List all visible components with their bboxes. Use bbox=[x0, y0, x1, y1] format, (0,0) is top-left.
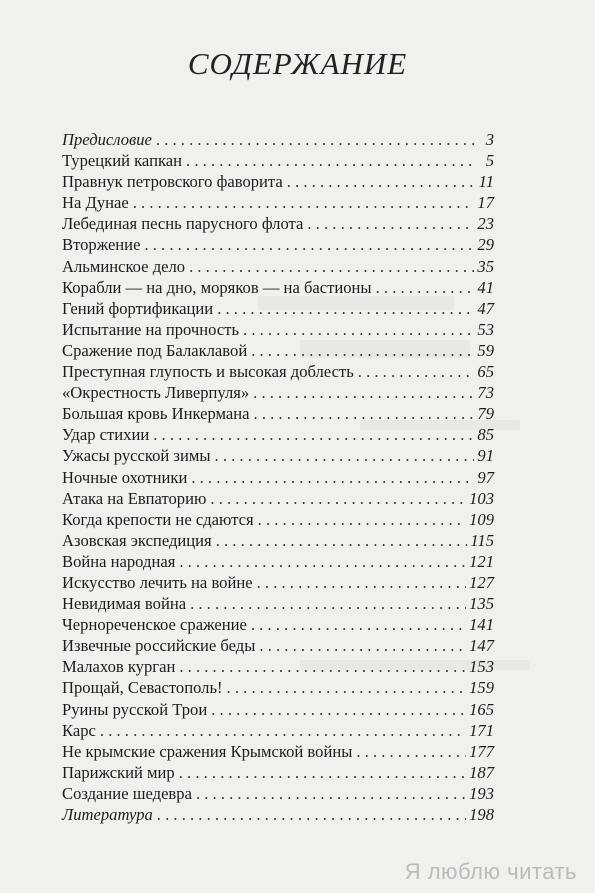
dot-leader bbox=[243, 319, 474, 340]
toc-entry-title: Создание шедевра bbox=[62, 783, 192, 803]
toc-entry bbox=[62, 319, 494, 340]
dot-leader bbox=[179, 762, 466, 783]
toc-entry-page-number: 109 bbox=[469, 509, 494, 529]
toc-entry-title: Гений фортификации bbox=[62, 298, 214, 318]
toc-entry-title: Парижский мир bbox=[62, 762, 175, 782]
toc-entry-page-number: 23 bbox=[477, 214, 494, 234]
toc-entry-page-number: 121 bbox=[469, 551, 494, 571]
toc-entry-page-number: 97 bbox=[477, 467, 494, 487]
toc-entry-title: Чернореченское сражение bbox=[62, 615, 247, 635]
dot-leader bbox=[287, 171, 476, 192]
toc-entry bbox=[62, 382, 494, 403]
toc-entry bbox=[62, 804, 494, 825]
dot-leader bbox=[216, 530, 468, 551]
dot-leader bbox=[186, 150, 477, 171]
toc-entry-title: Атака на Евпаторию bbox=[62, 488, 207, 508]
dot-leader bbox=[358, 361, 475, 382]
toc-entry bbox=[62, 256, 494, 277]
toc-entry-page-number: 165 bbox=[469, 699, 494, 719]
page-title: СОДЕРЖАНИЕ bbox=[187, 46, 408, 81]
toc-entry bbox=[62, 530, 494, 551]
dot-leader bbox=[259, 635, 466, 656]
dot-leader bbox=[210, 488, 466, 509]
dot-leader bbox=[257, 572, 467, 593]
dot-leader bbox=[258, 509, 466, 530]
dot-leader bbox=[227, 677, 467, 698]
toc-entry-page-number: 91 bbox=[477, 446, 494, 466]
toc-entry bbox=[62, 403, 494, 424]
toc-entry-title: Невидимая война bbox=[62, 594, 187, 614]
toc-entry-page-number: 193 bbox=[469, 783, 494, 803]
toc-entry-title: Корабли — на дно, моряков — на бастионы bbox=[62, 277, 372, 297]
toc-entry bbox=[62, 150, 494, 171]
dot-leader bbox=[144, 234, 474, 255]
toc-entry-title: Ужасы русской зимы bbox=[62, 446, 211, 466]
toc-entry-title: Когда крепости не сдаются bbox=[62, 509, 254, 529]
toc-entry-title: Извечные российские беды bbox=[62, 636, 256, 656]
toc-entry-title: Лебединая песнь парусного флота bbox=[62, 214, 304, 234]
toc-entry-title: Карс bbox=[62, 720, 96, 740]
table-of-contents bbox=[62, 129, 494, 825]
toc-entry-page-number: 3 bbox=[485, 130, 494, 149]
toc-entry bbox=[62, 741, 494, 762]
toc-entry-title: Руины русской Трои bbox=[62, 699, 208, 719]
toc-entry-title: Удар стихии bbox=[62, 425, 150, 445]
toc-entry-page-number: 65 bbox=[477, 362, 494, 382]
dot-leader bbox=[376, 277, 475, 298]
dot-leader bbox=[253, 382, 474, 403]
toc-entry-page-number: 159 bbox=[469, 678, 494, 698]
toc-entry bbox=[62, 298, 494, 319]
toc-entry-page-number: 147 bbox=[469, 636, 494, 656]
toc-entry bbox=[62, 762, 494, 783]
toc-entry-page-number: 29 bbox=[477, 235, 494, 255]
toc-entry-page-number: 17 bbox=[477, 193, 494, 213]
dot-leader bbox=[156, 129, 477, 150]
toc-entry-page-number: 141 bbox=[469, 615, 494, 635]
toc-entry-page-number: 59 bbox=[477, 340, 494, 360]
toc-entry bbox=[62, 635, 494, 656]
dot-leader bbox=[356, 741, 466, 762]
dot-leader bbox=[215, 445, 475, 466]
dot-leader bbox=[133, 192, 475, 213]
toc-entry-title: Не крымские сражения Крымской войны bbox=[62, 741, 353, 761]
dot-leader bbox=[191, 467, 474, 488]
toc-entry-page-number: 53 bbox=[477, 319, 494, 339]
dot-leader bbox=[211, 699, 466, 720]
toc-entry-page-number: 135 bbox=[469, 594, 494, 614]
toc-entry bbox=[62, 572, 494, 593]
toc-entry-title: Ночные охотники bbox=[62, 467, 188, 487]
dot-leader bbox=[100, 720, 466, 741]
toc-entry-title: Турецкий капкан bbox=[62, 151, 183, 171]
toc-entry bbox=[62, 213, 494, 234]
dot-leader bbox=[307, 213, 474, 234]
toc-entry-title: Малахов курган bbox=[62, 657, 176, 677]
toc-entry bbox=[62, 361, 494, 382]
toc-entry-title: Искусство лечить на войне bbox=[62, 572, 253, 592]
toc-entry-title: «Окрестность Ливерпуля» bbox=[62, 383, 250, 403]
dot-leader bbox=[254, 403, 475, 424]
toc-entry-title: Правнук петровского фаворита bbox=[62, 172, 283, 192]
dot-leader bbox=[217, 298, 474, 319]
toc-entry bbox=[62, 593, 494, 614]
toc-entry bbox=[62, 699, 494, 720]
dot-leader bbox=[251, 614, 466, 635]
toc-entry-title: Литература bbox=[62, 805, 153, 824]
toc-entry-title: Большая кровь Инкермана bbox=[62, 404, 250, 424]
toc-entry bbox=[62, 783, 494, 804]
toc-entry bbox=[62, 234, 494, 255]
toc-entry bbox=[62, 445, 494, 466]
toc-entry-page-number: 35 bbox=[477, 256, 494, 276]
toc-entry-page-number: 153 bbox=[469, 657, 494, 677]
dot-leader bbox=[189, 256, 474, 277]
toc-entry-title: Сражение под Балаклавой bbox=[62, 340, 248, 360]
toc-entry-page-number: 47 bbox=[477, 298, 494, 318]
dot-leader bbox=[179, 656, 466, 677]
toc-entry-title: Испытание на прочность bbox=[62, 319, 240, 339]
toc-entry bbox=[62, 340, 494, 361]
toc-entry bbox=[62, 488, 494, 509]
toc-entry-page-number: 5 bbox=[485, 151, 494, 171]
toc-entry bbox=[62, 277, 494, 298]
toc-entry bbox=[62, 656, 494, 677]
toc-entry-page-number: 115 bbox=[470, 530, 494, 550]
toc-entry-title: Преступная глупость и высокая доблесть bbox=[62, 362, 354, 382]
toc-entry-page-number: 85 bbox=[477, 425, 494, 445]
toc-entry-page-number: 187 bbox=[469, 762, 494, 782]
toc-entry bbox=[62, 467, 494, 488]
toc-entry bbox=[62, 192, 494, 213]
toc-entry bbox=[62, 424, 494, 445]
dot-leader bbox=[190, 593, 466, 614]
toc-entry bbox=[62, 614, 494, 635]
toc-entry bbox=[62, 509, 494, 530]
toc-entry-title: Предисловие bbox=[62, 130, 152, 149]
dot-leader bbox=[157, 804, 466, 825]
dot-leader bbox=[251, 340, 474, 361]
toc-entry-title: Война народная bbox=[62, 551, 176, 571]
toc-entry-page-number: 171 bbox=[469, 720, 494, 740]
toc-entry bbox=[62, 171, 494, 192]
toc-entry bbox=[62, 551, 494, 572]
watermark-text: Я люблю читать bbox=[404, 859, 577, 884]
toc-entry-page-number: 79 bbox=[477, 404, 494, 424]
dot-leader bbox=[196, 783, 466, 804]
toc-entry-page-number: 127 bbox=[469, 572, 494, 592]
toc-entry-page-number: 103 bbox=[469, 488, 494, 508]
toc-entry-title: Альминское дело bbox=[62, 256, 186, 276]
toc-entry-title: На Дунае bbox=[62, 193, 129, 213]
toc-entry-title: Азовская экспедиция bbox=[62, 530, 212, 550]
dot-leader bbox=[179, 551, 466, 572]
toc-entry-page-number: 11 bbox=[478, 172, 494, 192]
toc-entry-title: Прощай, Севастополь! bbox=[62, 678, 223, 698]
toc-entry bbox=[62, 677, 494, 698]
toc-entry bbox=[62, 129, 494, 150]
toc-entry-page-number: 73 bbox=[477, 383, 494, 403]
toc-entry-page-number: 177 bbox=[469, 741, 494, 761]
toc-entry bbox=[62, 720, 494, 741]
toc-entry-page-number: 41 bbox=[477, 277, 494, 297]
toc-entry-title: Вторжение bbox=[62, 235, 141, 255]
dot-leader bbox=[153, 424, 474, 445]
toc-entry-page-number: 198 bbox=[469, 805, 494, 824]
